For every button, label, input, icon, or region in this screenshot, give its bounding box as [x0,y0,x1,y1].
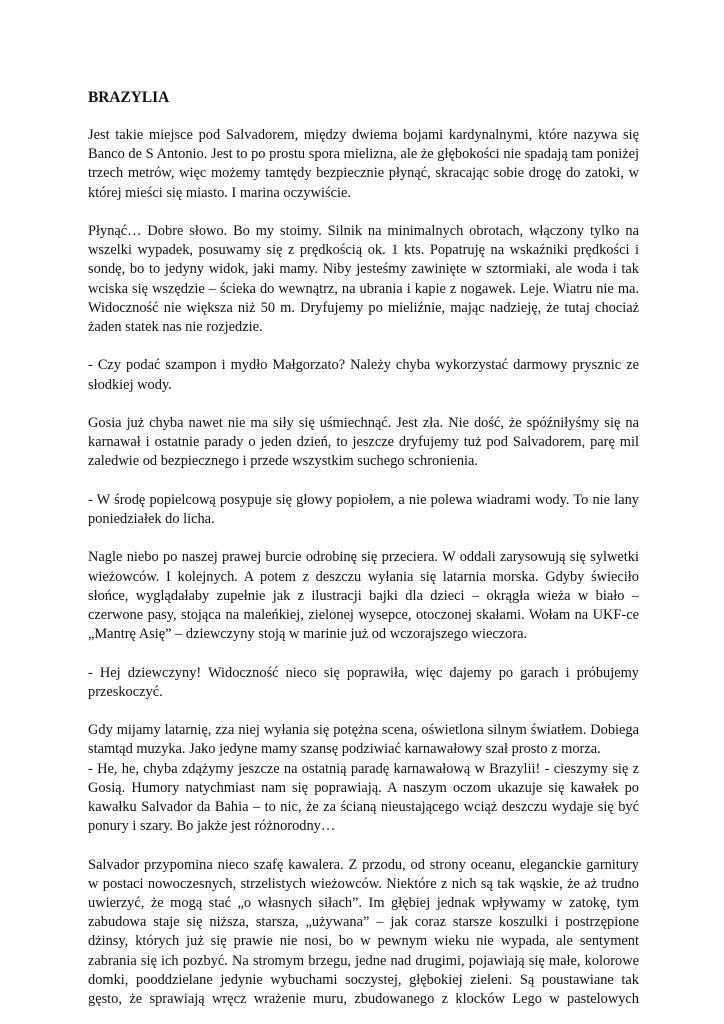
paragraph: Nagle niebo po naszej prawej burcie odrobinę się przeciera. W oddali zarysowują się sylwetki wieżowców. I kolejnych. A potem z deszczu wyłania się latarnia morska. Gdyby świeciło słońce, wyglądałaby zupełnie jak z ilustracji bajki dla dzieci – okrągła wieża w biało – czerwone pasy, stojąca na maleńkiej, zielonej wysepce, otoczonej skałami. Wołam na UKF-ce „Mantrę Asię” – dziewczyny stoją w marinie już od wczorajszego wieczora. [88,549,639,643]
paragraph: Salvador przypomina nieco szafę kawalera. Z przodu, od strony oceanu, eleganckie garnitury w postaci nowoczesnych, strzelistych wieżowców. Niektóre z nich są tak wąskie, że aż trudno uwierzyć, że mogą stać „o własnych siłach”. Im głębiej jednak wpływamy w zatokę, tym zabudowa staje się niższa, starsza, „używana” – jak coraz starsze koszulki i postrzępione dżinsy, których już się prawie nie nosi, bo w pewnym wieku nie wypada, ale sentyment zabrania się ich pozbyć. Na stromym brzegu, jedne nad drugimi, pojawiają się małe, kolorowe domki, pooddzielane jedynie wybuchami soczystej, głębokiej zieleni. Są poustawiane tak gęsto, że sprawiają wręcz wrażenie muru, zbudowanego z klocków Lego w pastelowych [88,856,639,1008]
document-body [88,88,639,1009]
document-title: BRAZYLIA [88,89,170,106]
paragraph: Jest takie miejsce pod Salvadorem, między dwiema bojami kardynalnymi, które nazywa się Banco de S Antonio. Jest to po prostu spora mielizna, ale że głębokości nie spadają tam poniżej trzech metrów, więc możemy tamtędy bezpiecznie płynąć, skracając sobie drogę do zatoki, w której mieści się miasto. I marina oczywiście. [88,127,639,201]
paragraph: Gosia już chyba nawet nie ma siły się uśmiechnąć. Jest zła. Nie dość, że spóźniłyśmy się na karnawał i ostatnie parady o jeden dzień, to jeszcze dryfujemy tuż pod Salvadorem, parę mil zaledwie od bezpiecznego i przede wszystkim suchego schronienia. [88,415,639,470]
paragraph: Płynąć… Dobre słowo. Bo my stoimy. Silnik na minimalnych obrotach, włączony tylko na wszelki wypadek, posuwamy się z prędkością ok. 1 kts. Popatruję na wskaźniki prędkości i sondę, bo to jedyny widok, jaki mamy. Niby jesteśmy zawinięte w sztormiaki, ale woda i tak wciska się wszędzie – ścieka do wewnątrz, na ubrania i kapie z nogawek. Leje. Wiatru nie ma. Widoczność nie większa niż 50 m. Dryfujemy po mieliźnie, mając nadzieję, że tutaj chociaż żaden statek nas nie rozjedzie. [88,223,639,336]
dialogue-paragraph: - He, he, chyba zdążymy jeszcze na ostatnią paradę karnawałową w Brazylii! - cieszymy się z Gosią. Humory natychmiast nam się poprawiają. A naszym oczom ukazuje się kawałek po kawałku Salvador da Bahia – to nic, że za ścianą nieustającego wciąż deszczu wydaje się być ponury i szary. Bo jakże jest różnorodny… [88,760,639,835]
dialogue-paragraph: - Czy podać szampon i mydło Małgorzato? Należy chyba wykorzystać darmowy prysznic ze słodkiej wody. [88,357,639,393]
paragraph: Gdy mijamy latarnię, zza niej wyłania się potężna scena, oświetlona silnym światłem. Dobiega stamtąd muzyka. Jako jedyne mamy szansę podziwiać karnawałowy szał prosto z morza. [88,722,639,758]
dialogue-paragraph: - W środę popielcową posypuje się głowy popiołem, a nie polewa wiadrami wody. To nie lany poniedziałek do licha. [88,491,639,527]
dialogue-paragraph: - Hej dziewczyny! Widoczność nieco się poprawiła, więc dajemy po garach i próbujemy przeskoczyć. [88,664,639,700]
